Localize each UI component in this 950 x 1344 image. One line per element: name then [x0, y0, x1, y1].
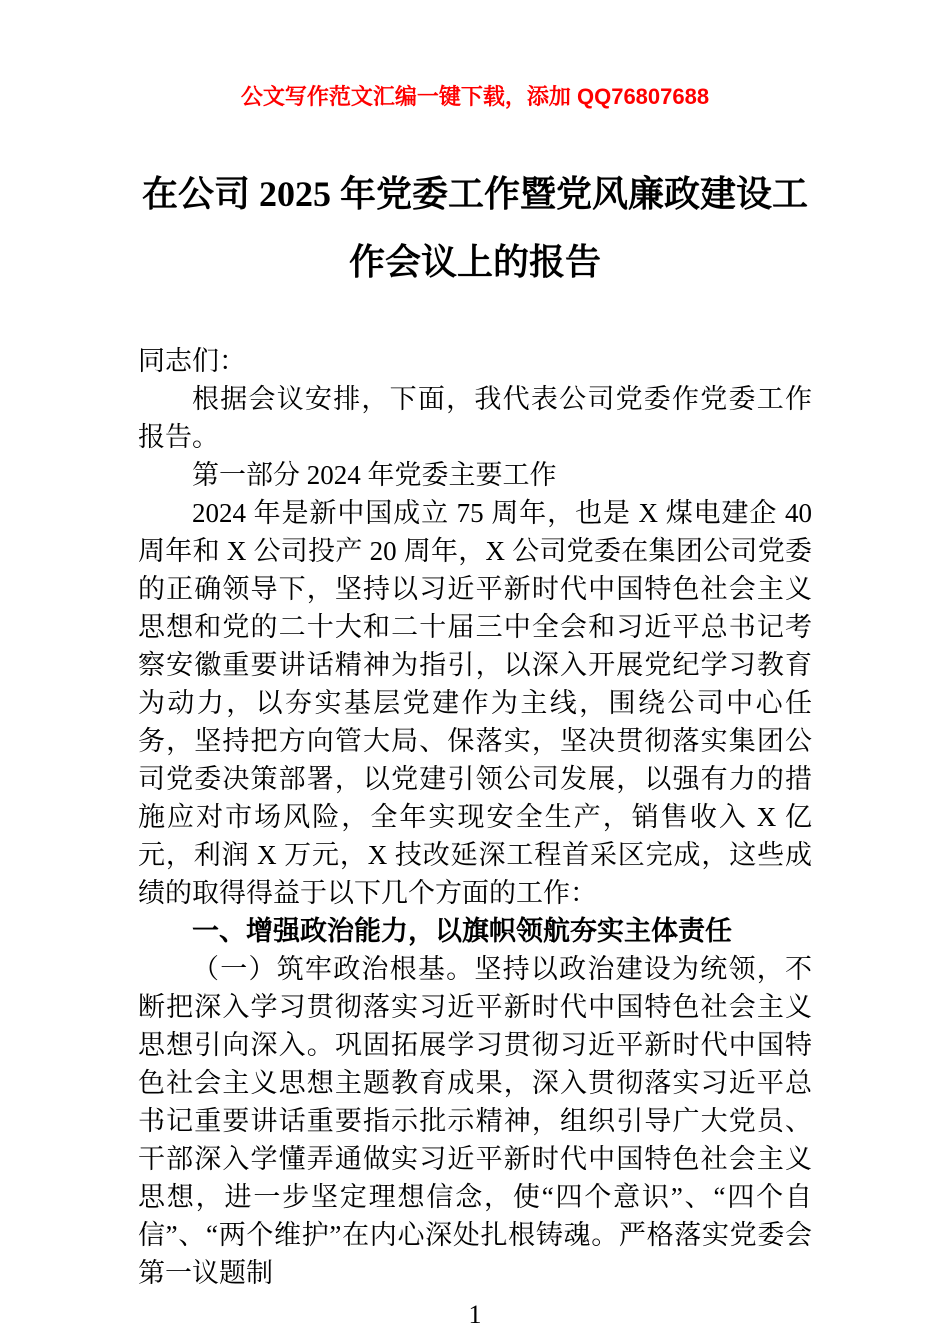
year-review-paragraph: 2024 年是新中国成立 75 周年，也是 X 煤电建企 40 周年和 X 公司投产 20 周年，X 公司党委在集团公司党委的正确领导下，坚持以习近平新时代中国特色社会主义思想和党的二十大和二十届三中全会和习近平总书记考察安徽重要讲话精神为指引，以深入开展党纪学习教育为动力，以夯实基层党建作为主线，围绕公司中心任务，坚持把方向管大局、保落实，坚决贯彻落实集团公司党委决策部署，以党建引领公司发展，以强有力的措施应对市场风险，全年实现安全生产，销售收入 X 亿元，利润 X 万元，X 技改延深工程首采区完成，这些成绩的取得得益于以下几个方面的工作：: [138, 498, 812, 908]
intro-paragraph: 根据会议安排，下面，我代表公司党委作党委工作报告。: [138, 384, 812, 452]
salutation: 同志们：: [138, 346, 246, 376]
document-title: 在公司 2025 年党委工作暨党风廉政建设工作会议上的报告: [141, 174, 808, 282]
document-body: [138, 342, 812, 1292]
part1-heading: 第一部分 2024 年党委主要工作: [192, 460, 557, 490]
promo-banner: 公文写作范文汇编一键下载，添加 QQ76807688: [240, 84, 710, 109]
political-foundation-paragraph: （一）筑牢政治根基。坚持以政治建设为统领，不断把深入学习贯彻落实习近平新时代中国特色社会主义思想引向深入。巩固拓展学习贯彻习近平新时代中国特色社会主义思想主题教育成果，深入贯彻落实习近平总书记重要讲话重要指示批示精神，组织引导广大党员、干部深入学懂弄通做实习近平新时代中国特色社会主义思想，进一步坚定理想信念，使“四个意识”、“四个自信”、“两个维护”在内心深处扎根铸魂。严格落实党委会第一议题制: [138, 954, 812, 1288]
section-1-heading: 一、增强政治能力，以旗帜领航夯实主体责任: [192, 916, 732, 946]
page-number: 1: [468, 1300, 482, 1329]
